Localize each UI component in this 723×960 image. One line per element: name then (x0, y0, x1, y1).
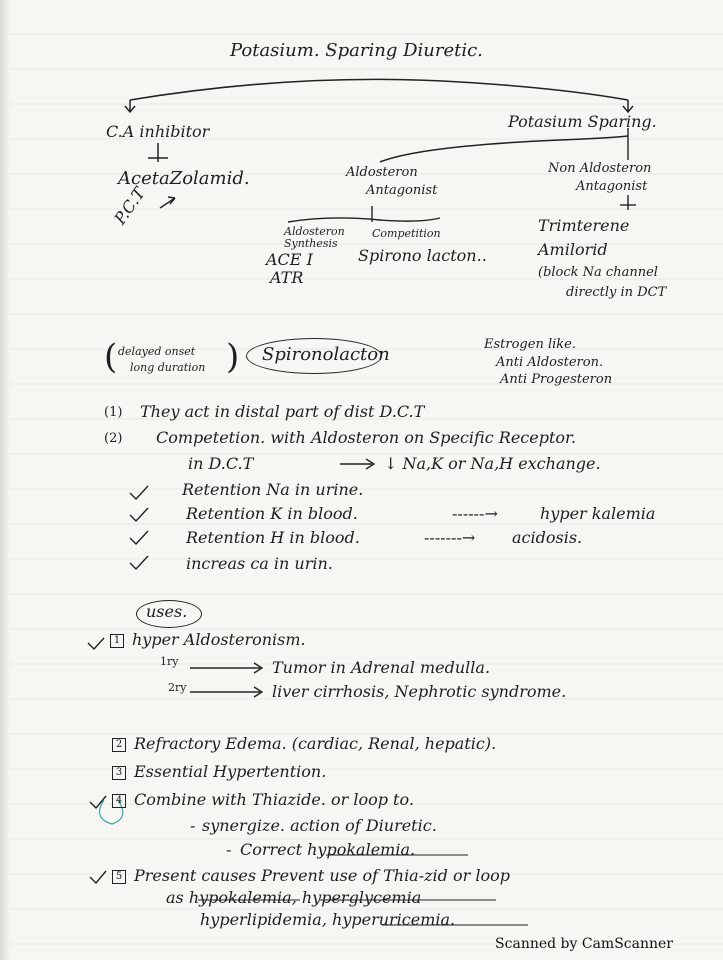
long-duration-note: long duration (130, 361, 206, 374)
arrow-to-hyperkalemia: ------→ (452, 504, 498, 523)
estrogen-like-note: Estrogen like. (484, 337, 576, 352)
use-1-box: 1 (110, 634, 124, 648)
page-title: Potasium. Sparing Diuretic. (230, 40, 483, 61)
use-5-box: 5 (112, 870, 126, 884)
point-1-number: (1) (104, 405, 123, 420)
pct-label: P.C.T (110, 184, 149, 228)
spironolacton-sub-label: Spirono lacton.. (358, 246, 487, 265)
camscanner-watermark: Scanned by CamScanner (495, 936, 673, 952)
mechanism-increase-ca: increas ca in urin. (186, 554, 333, 573)
use-2ry-label: 2ry (168, 681, 187, 694)
non-aldosteron-antagonist-line2: Antagonist (576, 179, 648, 194)
close-paren: ) (226, 337, 240, 377)
directly-in-dct-label: directly in DCT (566, 285, 667, 300)
aldosteron-antagonist-line1: Aldosteron (346, 165, 418, 180)
mechanism-exchange: ↓ Na,K or Na,H exchange. (384, 454, 601, 473)
mechanism-retention-na: Retention Na in urine. (182, 480, 364, 499)
block-na-channel-label: (block Na channel (538, 265, 658, 280)
use-4b-text: Correct hypokalemia. (240, 840, 416, 859)
point-1-text: They act in distal part of dist D.C.T (140, 402, 425, 421)
use-1ry-label: 1ry (160, 655, 179, 668)
mechanism-retention-k: Retention K in blood. (186, 504, 358, 523)
aldosteron-antagonist-line2: Antagonist (366, 183, 438, 198)
ca-inhibitor-label: C.A inhibitor (106, 122, 210, 141)
competition-label: Competition (372, 227, 441, 240)
aldosteron-synthesis-line1: Aldosteron (284, 225, 345, 238)
atr-label: ATR (270, 268, 304, 287)
use-3-text: Essential Hypertention. (134, 762, 327, 781)
delayed-onset-note: delayed onset (118, 345, 196, 358)
open-paren: ( (104, 337, 118, 377)
hyperkalemia-label: hyper kalemia (540, 504, 656, 523)
use-3-box: 3 (112, 766, 126, 780)
use-2ry-text: liver cirrhosis, Nephrotic syndrome. (272, 682, 567, 701)
use-4b-bullet: - (226, 840, 232, 859)
mechanism-dct: in D.C.T (188, 454, 254, 473)
use-5-line3: hyperlipidemia, hyperuricemia. (200, 910, 456, 929)
anti-aldosteron-note: Anti Aldosteron. (496, 355, 604, 370)
non-aldosteron-antagonist-line1: Non Aldosteron (548, 161, 652, 176)
use-4a-bullet: - (190, 816, 196, 835)
aldosteron-synthesis-line2: Synthesis (284, 237, 338, 250)
use-4-box: 4 (112, 794, 126, 808)
potasium-sparing-label: Potasium Sparing. (508, 112, 657, 131)
use-2-box: 2 (112, 738, 126, 752)
point-2-text: Competetion. with Aldosteron on Specific Receptor. (156, 428, 576, 447)
use-5-line2: as hypokalemia, hyperglycemia (166, 888, 422, 907)
acetazolamide-label: AcetaZolamid. (118, 168, 250, 189)
use-2-text: Refractory Edema. (cardiac, Renal, hepatic). (134, 734, 497, 753)
use-5-text: Present causes Prevent use of Thia-zid or loop (134, 866, 510, 885)
use-4-text: Combine with Thiazide. or loop to. (134, 790, 414, 809)
use-1ry-text: Tumor in Adrenal medulla. (272, 658, 491, 677)
use-1-text: hyper Aldosteronism. (132, 630, 306, 649)
spironolacton-oval-label: Spironolacton (262, 344, 390, 365)
use-4a-text: synergize. action of Diuretic. (202, 816, 437, 835)
acidosis-label: acidosis. (512, 528, 583, 547)
mechanism-retention-h: Retention H in blood. (186, 528, 360, 547)
ace-i-label: ACE I (266, 250, 313, 269)
point-2-number: (2) (104, 431, 123, 446)
trimterene-label: Trimterene (538, 216, 630, 235)
anti-progesteron-note: Anti Progesteron (500, 372, 613, 387)
arrow-to-acidosis: -------→ (424, 528, 476, 547)
amilorid-label: Amilorid (538, 240, 608, 259)
uses-label: uses. (146, 602, 188, 621)
